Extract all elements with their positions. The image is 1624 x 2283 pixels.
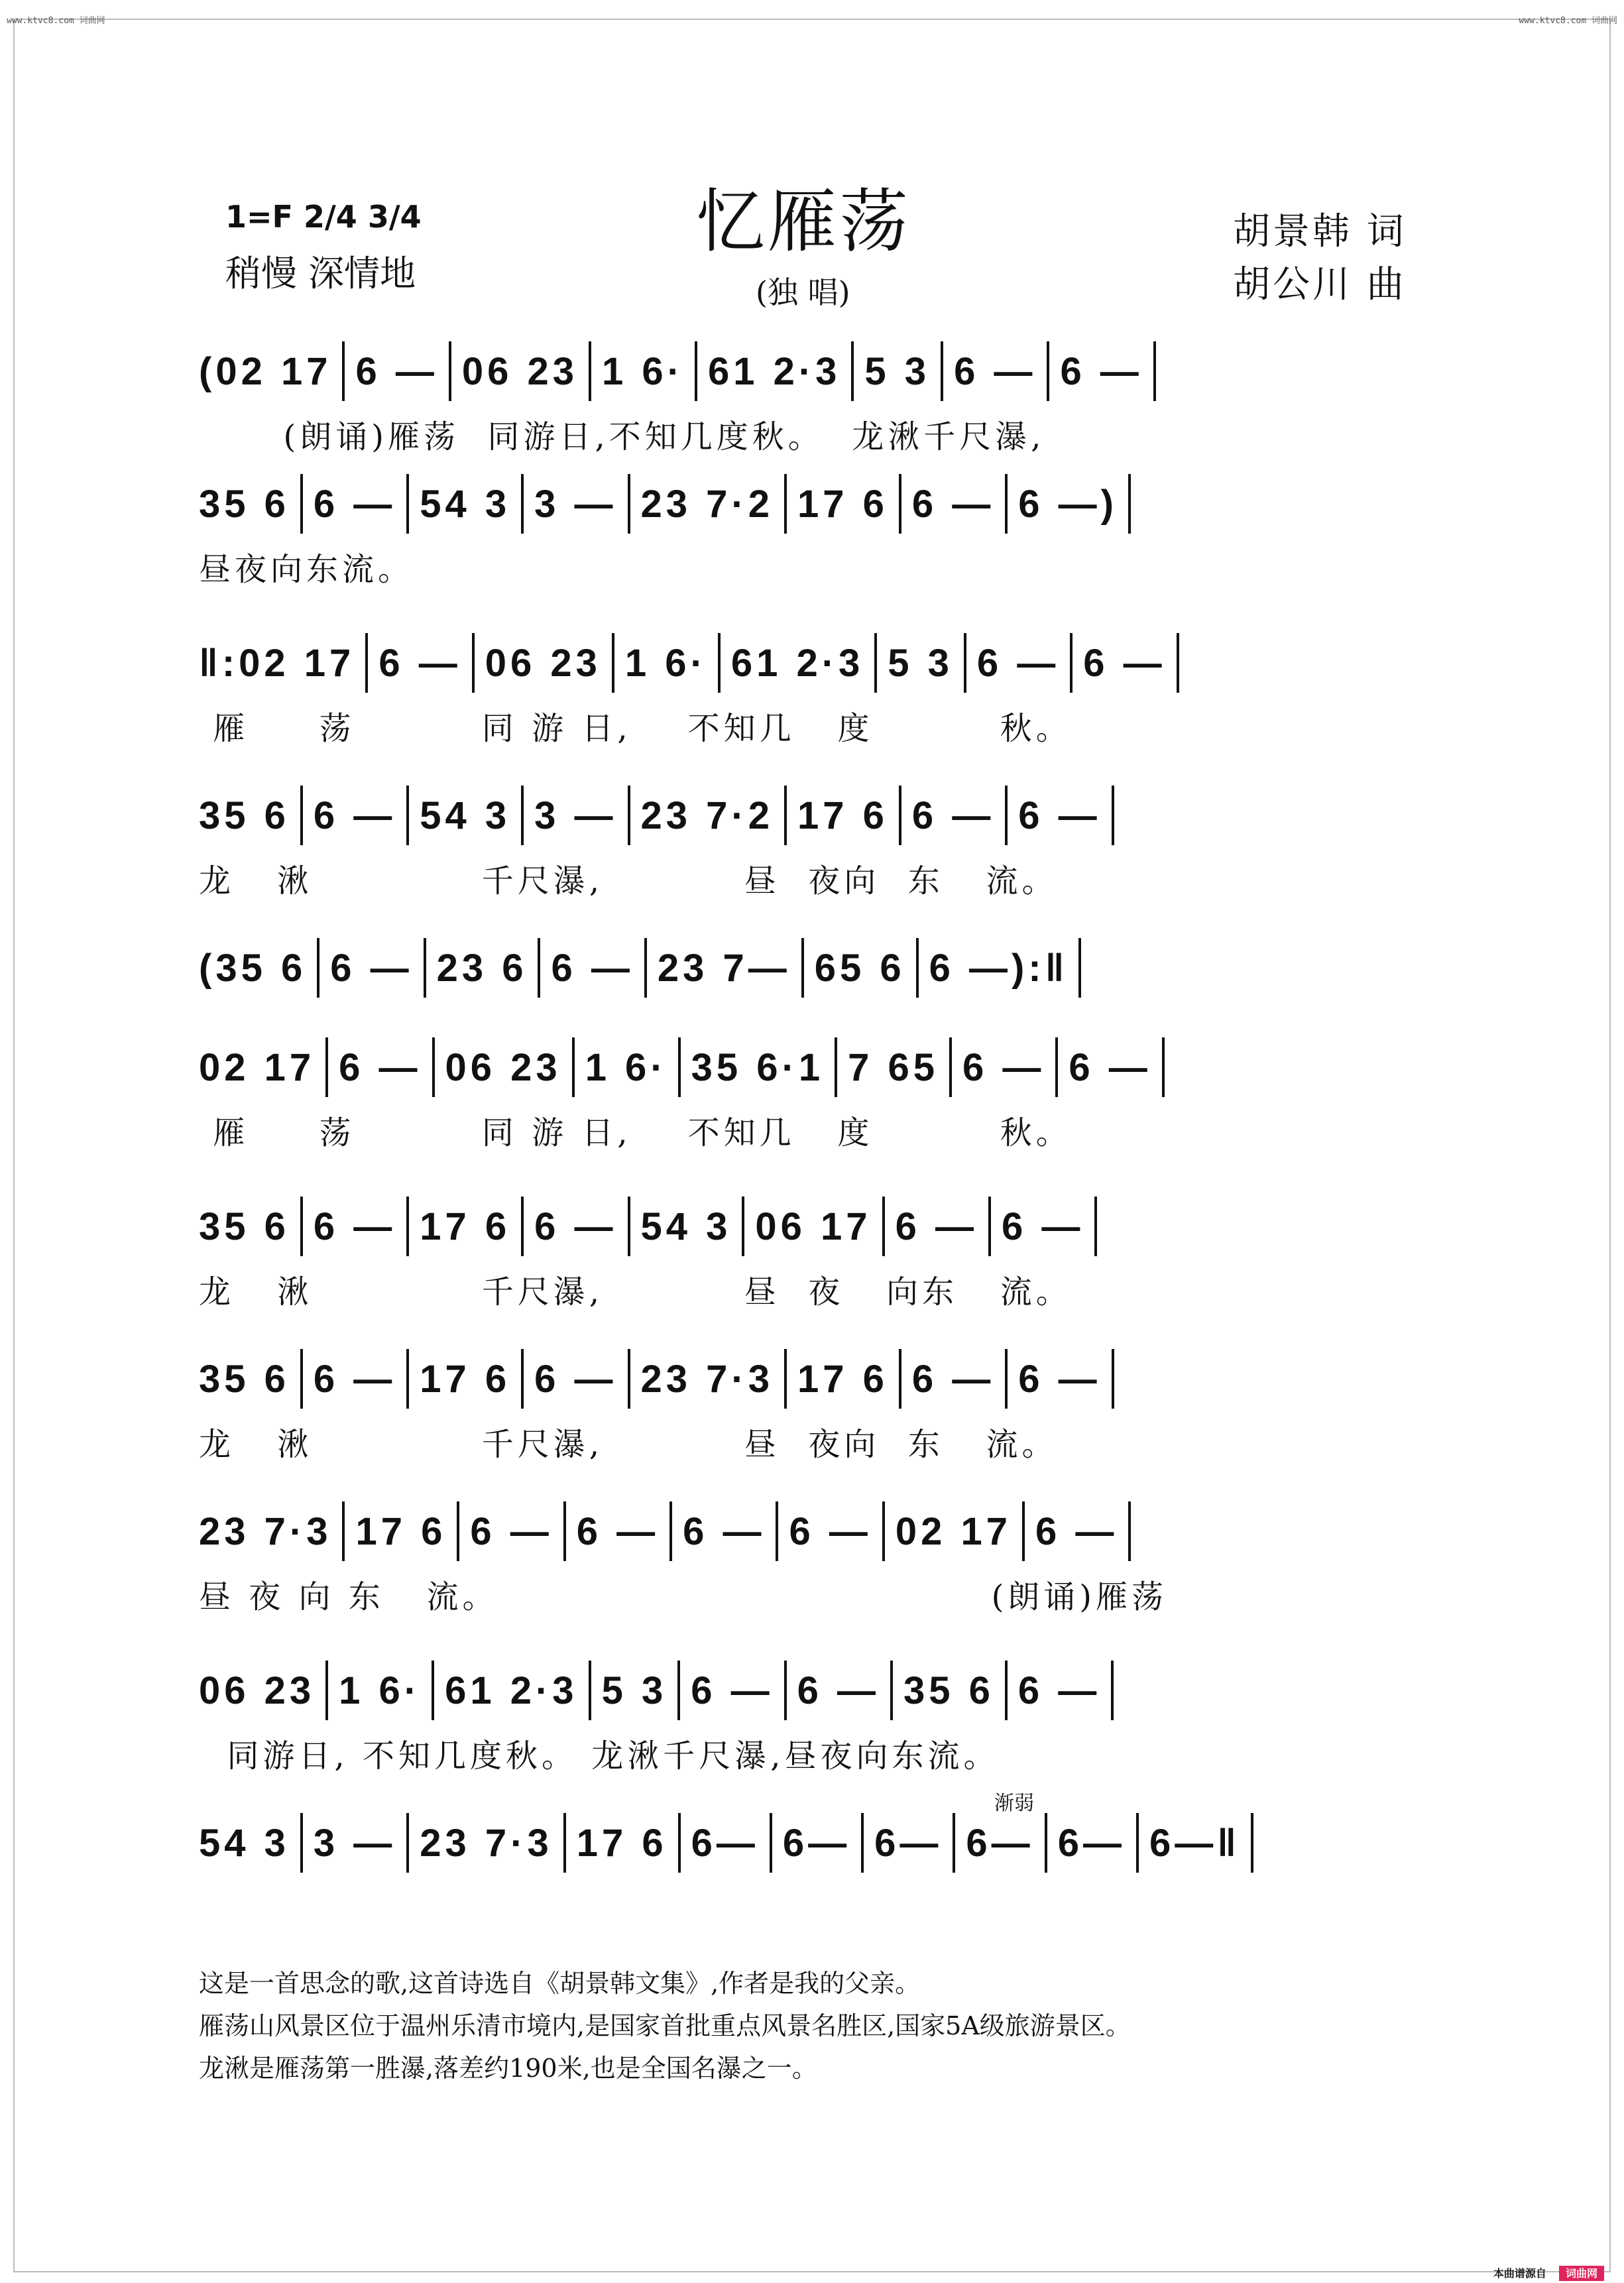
barline bbox=[300, 474, 303, 534]
measure: 6 — bbox=[1018, 793, 1101, 837]
measure: 17 6 bbox=[420, 1357, 511, 1401]
measure: 6 — bbox=[962, 1045, 1045, 1089]
measure: 6 — bbox=[789, 1509, 872, 1553]
notation-line bbox=[199, 941, 1432, 994]
barline bbox=[406, 1813, 409, 1873]
footer-source: 本曲谱源自 bbox=[1493, 2267, 1546, 2280]
measure: 3 — bbox=[313, 1821, 396, 1865]
barline bbox=[300, 786, 303, 845]
measure: 1 6· bbox=[585, 1045, 667, 1089]
barline bbox=[916, 938, 919, 998]
notation-line bbox=[199, 1664, 1432, 1717]
barline bbox=[851, 341, 854, 401]
barline bbox=[1094, 1197, 1097, 1256]
barline bbox=[1128, 474, 1131, 534]
measure: 6 — bbox=[976, 641, 1060, 685]
lyrics-line: 龙 湫 千尺瀑, 昼 夜 向东 流。 bbox=[199, 1273, 1072, 1311]
measure: 6 — bbox=[355, 349, 438, 393]
measure: 61 2·3 bbox=[707, 349, 841, 393]
measure: 02 17 bbox=[895, 1509, 1012, 1553]
barline bbox=[988, 1197, 991, 1256]
measure: 6 — bbox=[1017, 1668, 1101, 1712]
barline bbox=[612, 633, 614, 693]
lyrics-line: 昼 夜 向 东 流。 (朗诵)雁荡 bbox=[199, 1578, 1168, 1615]
measure: 6 — bbox=[534, 1204, 617, 1248]
barline bbox=[628, 1349, 630, 1409]
barline bbox=[784, 1349, 787, 1409]
measure: 6— bbox=[782, 1821, 851, 1865]
measure: 54 3 bbox=[420, 793, 511, 837]
lyrics-line: 昼夜向东流。 bbox=[199, 551, 414, 588]
barline bbox=[589, 1661, 591, 1720]
barline bbox=[953, 1813, 955, 1873]
notation-line bbox=[199, 1505, 1432, 1558]
barline bbox=[521, 1197, 524, 1256]
barline bbox=[784, 1661, 787, 1720]
barline bbox=[628, 786, 630, 845]
barline bbox=[882, 1197, 885, 1256]
measure: 06 23 bbox=[461, 349, 578, 393]
measure: 6 —):‖ bbox=[929, 946, 1069, 990]
lyrics-line: 龙 湫 千尺瀑, 昼 夜向 东 流。 bbox=[199, 862, 1058, 900]
barline bbox=[521, 474, 524, 534]
barline bbox=[300, 1813, 303, 1873]
measure: 6 — bbox=[911, 793, 995, 837]
notation-line bbox=[199, 345, 1432, 398]
measure: 17 6 bbox=[797, 482, 888, 526]
measure: 1 6· bbox=[339, 1668, 422, 1712]
barline bbox=[890, 1661, 893, 1720]
barline bbox=[317, 938, 319, 998]
barline bbox=[406, 474, 409, 534]
barline bbox=[406, 1197, 409, 1256]
barline bbox=[742, 1197, 744, 1256]
barline bbox=[589, 341, 591, 401]
measure: 1 6· bbox=[624, 641, 707, 685]
barline bbox=[538, 938, 540, 998]
barline bbox=[677, 1661, 680, 1720]
barline bbox=[644, 938, 647, 998]
measure: (35 6 bbox=[199, 946, 307, 990]
performance-type: (独 唱) bbox=[756, 274, 850, 310]
measure: 17 6 bbox=[420, 1204, 511, 1248]
barline bbox=[1136, 1813, 1139, 1873]
measure: 17 6 bbox=[355, 1509, 447, 1553]
measure: 17 6 bbox=[797, 1357, 888, 1401]
barline bbox=[521, 1349, 524, 1409]
measure: 6 — bbox=[911, 1357, 995, 1401]
barline bbox=[835, 1037, 837, 1097]
barline bbox=[899, 474, 901, 534]
measure: 6 — bbox=[1069, 1045, 1151, 1089]
measure: 35 6·1 bbox=[691, 1045, 825, 1089]
barline bbox=[424, 938, 426, 998]
barline bbox=[1005, 1349, 1008, 1409]
measure: 5 3 bbox=[601, 1668, 667, 1712]
barline bbox=[1112, 1349, 1114, 1409]
barline bbox=[949, 1037, 952, 1097]
site-logo[interactable]: 词曲网 bbox=[1559, 2266, 1604, 2281]
measure: 61 2·3 bbox=[730, 641, 864, 685]
barline bbox=[325, 1661, 328, 1720]
tempo-marking: 稍慢 深情地 bbox=[225, 253, 416, 294]
measure: 61 2·3 bbox=[445, 1668, 578, 1712]
measure: 6— bbox=[1057, 1821, 1126, 1865]
measure: 6 — bbox=[1060, 349, 1143, 393]
barline bbox=[1055, 1037, 1058, 1097]
measure: 65 6 bbox=[814, 946, 905, 990]
barline bbox=[669, 1501, 672, 1561]
measure: 3 — bbox=[534, 793, 617, 837]
measure: 23 7·2 bbox=[640, 793, 774, 837]
measure: 54 3 bbox=[199, 1821, 290, 1865]
footer bbox=[1493, 2265, 1604, 2280]
barline bbox=[678, 1813, 681, 1873]
measure: 6— bbox=[691, 1821, 759, 1865]
barline bbox=[563, 1813, 566, 1873]
measure: 6 — bbox=[1083, 641, 1166, 685]
measure: 6—‖ bbox=[1149, 1821, 1241, 1865]
measure: 6 — bbox=[551, 946, 634, 990]
measure: 23 7·2 bbox=[640, 482, 774, 526]
barline bbox=[1112, 786, 1114, 845]
barline bbox=[899, 786, 901, 845]
barline bbox=[695, 341, 697, 401]
measure: 35 6 bbox=[199, 793, 290, 837]
barline bbox=[1251, 1813, 1253, 1873]
barline bbox=[801, 938, 804, 998]
barline bbox=[365, 633, 368, 693]
measure: 7 65 bbox=[848, 1045, 939, 1089]
barline bbox=[472, 633, 475, 693]
barline bbox=[1153, 341, 1156, 401]
barline bbox=[1078, 938, 1081, 998]
composer-note-1: 这是一首思念的歌,这首诗选自《胡景韩文集》,作者是我的父亲。 bbox=[199, 1969, 921, 1998]
notation-line bbox=[199, 1041, 1432, 1094]
notation-line bbox=[199, 1200, 1432, 1253]
measure: 6 — bbox=[330, 946, 413, 990]
measure: 02 17 bbox=[199, 1045, 316, 1089]
barline bbox=[457, 1501, 459, 1561]
barline bbox=[678, 1037, 681, 1097]
measure: 6 — bbox=[1018, 1357, 1101, 1401]
measure: 06 23 bbox=[199, 1668, 316, 1712]
measure: 6 — bbox=[313, 1357, 396, 1401]
barline bbox=[1162, 1037, 1165, 1097]
barline bbox=[718, 633, 721, 693]
measure: 6 — bbox=[911, 482, 995, 526]
barline bbox=[784, 474, 787, 534]
key-signature: 1=F 2/4 3/4 bbox=[225, 199, 422, 235]
barline bbox=[342, 1501, 345, 1561]
measure: (02 17 bbox=[199, 349, 332, 393]
lyrics-line: 雁 荡 同 游 日, 不知几 度 秋。 bbox=[199, 1114, 1072, 1151]
barline bbox=[628, 1197, 630, 1256]
measure: 6 — bbox=[954, 349, 1037, 393]
measure: 35 6 bbox=[903, 1668, 994, 1712]
barline bbox=[899, 1349, 901, 1409]
lyrics-line: (朗诵)雁荡 同游日,不知几度秋。 龙湫千尺瀑, bbox=[199, 418, 1045, 455]
barline bbox=[1177, 633, 1179, 693]
measure: 35 6 bbox=[199, 1357, 290, 1401]
composer-note-2: 雁荡山风景区位于温州乐清市境内,是国家首批重点风景名胜区,国家5A级旅游景区。 bbox=[199, 2011, 1131, 2040]
barline bbox=[882, 1501, 885, 1561]
measure: 17 6 bbox=[576, 1821, 667, 1865]
notation-line bbox=[199, 636, 1432, 689]
lyrics-line: 同游日, 不知几度秋。 龙湫千尺瀑,昼夜向东流。 bbox=[199, 1737, 1000, 1775]
measure: 6 — bbox=[797, 1668, 880, 1712]
dynamic-marking: 渐弱 bbox=[994, 1792, 1034, 1815]
barline bbox=[325, 1037, 328, 1097]
barline bbox=[874, 633, 877, 693]
barline bbox=[941, 341, 943, 401]
measure: 6 — bbox=[895, 1204, 978, 1248]
measure: 35 6 bbox=[199, 482, 290, 526]
barline bbox=[784, 786, 787, 845]
barline bbox=[572, 1037, 575, 1097]
barline bbox=[563, 1501, 566, 1561]
measure: 23 7·3 bbox=[199, 1509, 332, 1553]
barline bbox=[1005, 786, 1008, 845]
barline bbox=[342, 341, 345, 401]
measure: 54 3 bbox=[420, 482, 511, 526]
song-title: 忆雁荡 bbox=[696, 181, 911, 262]
measure: 06 17 bbox=[755, 1204, 872, 1248]
measure: 6 — bbox=[576, 1509, 660, 1553]
measure: 6 — bbox=[339, 1045, 422, 1089]
barline bbox=[1111, 1661, 1114, 1720]
barline bbox=[1045, 1813, 1047, 1873]
measure: 5 3 bbox=[864, 349, 931, 393]
measure: 6 — bbox=[313, 793, 396, 837]
measure: 54 3 bbox=[640, 1204, 732, 1248]
barline bbox=[1047, 341, 1049, 401]
measure: 6 —) bbox=[1018, 482, 1118, 526]
measure: 23 6 bbox=[436, 946, 528, 990]
measure: 6 — bbox=[683, 1509, 766, 1553]
composer-credit: 胡公川 曲 bbox=[1233, 263, 1407, 306]
barline bbox=[300, 1197, 303, 1256]
measure: 06 23 bbox=[445, 1045, 561, 1089]
measure: 6 — bbox=[691, 1668, 774, 1712]
composer-note-3: 龙湫是雁荡第一胜瀑,落差约190米,也是全国名瀑之一。 bbox=[199, 2054, 817, 2083]
barline bbox=[1070, 633, 1073, 693]
measure: 23 7— bbox=[657, 946, 791, 990]
barline bbox=[449, 341, 451, 401]
measure: 1 6· bbox=[602, 349, 684, 393]
lyrics-line: 龙 湫 千尺瀑, 昼 夜向 东 流。 bbox=[199, 1426, 1058, 1463]
barline bbox=[964, 633, 966, 693]
barline bbox=[1022, 1501, 1025, 1561]
barline bbox=[432, 1037, 435, 1097]
lyrics-line: 雁 荡 同 游 日, 不知几 度 秋。 bbox=[199, 710, 1072, 747]
barline bbox=[776, 1501, 778, 1561]
measure: 17 6 bbox=[797, 793, 888, 837]
barline bbox=[628, 474, 630, 534]
measure: 6 — bbox=[470, 1509, 553, 1553]
header-url-left[interactable]: www.ktvc8.com 词曲网 bbox=[7, 16, 105, 26]
notation-line bbox=[199, 789, 1432, 842]
measure: 06 23 bbox=[485, 641, 601, 685]
measure: 6 — bbox=[378, 641, 461, 685]
measure: 6— bbox=[966, 1821, 1034, 1865]
notation-line bbox=[199, 1816, 1432, 1869]
measure: 6— bbox=[874, 1821, 943, 1865]
notation-line bbox=[199, 1352, 1432, 1405]
lyricist-credit: 胡景韩 词 bbox=[1233, 210, 1407, 253]
measure: 6 — bbox=[1035, 1509, 1118, 1553]
barline bbox=[300, 1349, 303, 1409]
measure: ‖:02 17 bbox=[199, 641, 355, 685]
barline bbox=[1005, 1661, 1008, 1720]
notation-line bbox=[199, 477, 1432, 530]
measure: 23 7·3 bbox=[640, 1357, 774, 1401]
barline bbox=[406, 786, 409, 845]
barline bbox=[770, 1813, 772, 1873]
measure: 3 — bbox=[534, 482, 617, 526]
barline bbox=[521, 786, 524, 845]
barline bbox=[406, 1349, 409, 1409]
measure: 6 — bbox=[313, 1204, 396, 1248]
header-url-right[interactable]: www.ktvc8.com 词曲网 bbox=[1519, 16, 1617, 26]
barline bbox=[432, 1661, 434, 1720]
barline bbox=[1128, 1501, 1131, 1561]
barline bbox=[1005, 474, 1008, 534]
measure: 6 — bbox=[534, 1357, 617, 1401]
measure: 23 7·3 bbox=[420, 1821, 553, 1865]
measure: 5 3 bbox=[888, 641, 953, 685]
measure: 6 — bbox=[1001, 1204, 1084, 1248]
measure: 6 — bbox=[313, 482, 396, 526]
barline bbox=[861, 1813, 864, 1873]
measure: 35 6 bbox=[199, 1204, 290, 1248]
